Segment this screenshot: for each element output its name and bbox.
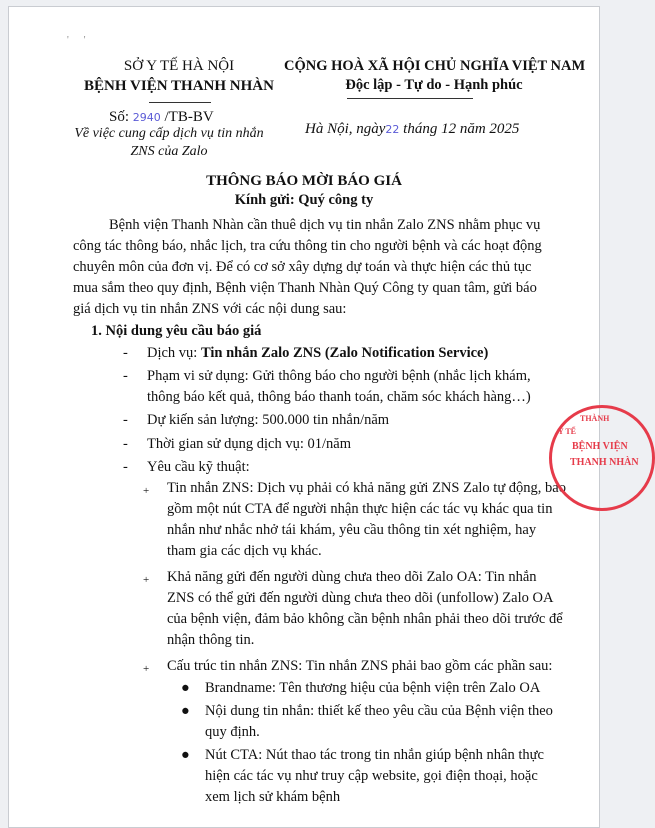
recipient: Kính gửi: Quý công ty — [234, 192, 374, 208]
requirement-line: tham gia các dịch vụ khác. — [167, 543, 322, 559]
service-value: Tin nhắn Zalo ZNS (Zalo Notification Service) — [200, 345, 489, 361]
department: SỞ Y TẾ HÀ NỘI — [123, 58, 235, 74]
bullet-line: Nút CTA: Nút thao tác trong tin nhắn giúp bệnh nhân thực — [205, 747, 544, 763]
plus-marker: + — [143, 574, 150, 586]
scope-line: Phạm vi sử dụng: Gửi thông báo cho người bệnh (nhắc lịch khám, — [147, 368, 531, 384]
service-item — [147, 343, 488, 364]
dash-marker: - — [123, 436, 128, 452]
subject — [49, 125, 289, 161]
national-header — [284, 57, 584, 95]
intro-line: mua sắm theo quy định, Bệnh viện Thanh Nhàn Quý Công ty quan tâm, gửi báo — [73, 280, 537, 296]
plus-marker: + — [143, 663, 150, 675]
scan-marks: ' ' — [67, 35, 86, 46]
subject-line: ZNS của Zalo — [130, 144, 208, 159]
scope-line: thông báo kết quả, thông báo thanh toán, chăm sóc khách hàng…) — [147, 389, 531, 405]
requirement-line: ZNS có thể gửi đến người dùng chưa theo dõi (unfollow) Zalo OA — [167, 590, 554, 606]
bullet-line: quy định. — [205, 724, 260, 740]
divider — [149, 102, 211, 103]
stamp-text: Y TẾ — [558, 427, 577, 436]
duration-item: Thời gian sử dụng dịch vụ: 01/năm — [147, 436, 352, 452]
stamp-text: THANH NHÀN — [570, 457, 639, 468]
bullet-marker: ● — [181, 680, 190, 696]
intro-line: Bệnh viện Thanh Nhàn cần thuê dịch vụ tin nhắn Zalo ZNS nhằm phục vụ — [109, 217, 541, 233]
requirement-line: của bệnh viện, đảm bảo không cần bệnh nhân phải theo dõi trước để — [167, 611, 563, 627]
subject-line: Về việc cung cấp dịch vụ tin nhắn — [74, 126, 264, 141]
section-heading: 1. Nội dung yêu cầu báo giá — [91, 323, 262, 339]
bullet-line: hiện các tác vụ như truy cập website, gọi điện thoại, hoặc — [205, 768, 538, 784]
intro-line: công tác thông báo, nhắc lịch, tra cứu thông tin cho người bệnh và các hoạt động — [73, 238, 542, 254]
handwritten-day: 22 — [385, 123, 400, 136]
date-prefix: Hà Nội, ngày — [305, 121, 386, 137]
handwritten-number: 2940 — [132, 111, 161, 124]
stamp-text: BỆNH VIỆN — [572, 441, 628, 452]
dash-marker: - — [123, 412, 128, 428]
hospital-name: BỆNH VIỆN THANH NHÀN — [84, 78, 274, 94]
bullet-line: Nội dung tin nhắn: thiết kế theo yêu cầu của Bệnh viện theo — [205, 703, 553, 719]
dash-marker: - — [123, 459, 128, 475]
document-page — [8, 6, 639, 828]
plus-marker: + — [143, 485, 150, 497]
dash-marker: - — [123, 345, 128, 361]
intro-line: chuyên môn của đơn vị. Để có cơ sở xây dựng dự toán và thực hiện các thủ tục — [73, 259, 532, 275]
country-name: CỘNG HOÀ XÃ HỘI CHỦ NGHĨA VIỆT NAM — [284, 58, 586, 74]
divider — [347, 98, 473, 99]
volume-item: Dự kiến sản lượng: 500.000 tin nhắn/năm — [147, 412, 390, 428]
requirement-line: nhắn như nhắc nhở tái khám, yêu cầu thông tin xét nghiệm, hay — [167, 522, 537, 538]
stamp-text: THÀNH — [580, 414, 610, 423]
intro-line: giá dịch vụ tin nhắn ZNS với các nội dung sau: — [73, 301, 347, 317]
dash-marker: - — [123, 368, 128, 384]
red-seal-stamp — [549, 405, 655, 511]
requirement-line: Cấu trúc tin nhắn ZNS: Tin nhắn ZNS phải bao gồm các phần sau: — [167, 658, 553, 674]
service-label: Dịch vụ: — [147, 345, 201, 361]
date-line — [305, 119, 519, 140]
requirement-line: nhận thông tin. — [167, 632, 255, 648]
bullet-marker: ● — [181, 747, 190, 763]
requirement-line: Khả năng gửi đến người dùng chưa theo dõi Zalo OA: Tin nhắn — [167, 569, 537, 585]
number-suffix: /TB-BV — [164, 109, 214, 125]
notice-title: THÔNG BÁO MỜI BÁO GIÁ — [206, 173, 402, 189]
tech-requirements: Yêu cầu kỹ thuật: — [147, 459, 250, 475]
number-label: Số: — [109, 109, 130, 125]
requirement-line: gồm một nút CTA để người nhận thực hiện các tác vụ khác qua tin — [167, 501, 553, 517]
bullet-line: Brandname: Tên thương hiệu của bệnh viện trên Zalo OA — [205, 680, 541, 696]
motto: Độc lập - Tự do - Hạnh phúc — [345, 77, 523, 93]
bullet-line: xem lịch sử khám bệnh — [205, 789, 341, 805]
bullet-marker: ● — [181, 703, 190, 719]
issuer-block — [79, 56, 279, 96]
requirement-line: Tin nhắn ZNS: Dịch vụ phải có khả năng gửi ZNS Zalo tự động, bao — [167, 480, 566, 496]
date-suffix: tháng 12 năm 2025 — [403, 121, 520, 137]
